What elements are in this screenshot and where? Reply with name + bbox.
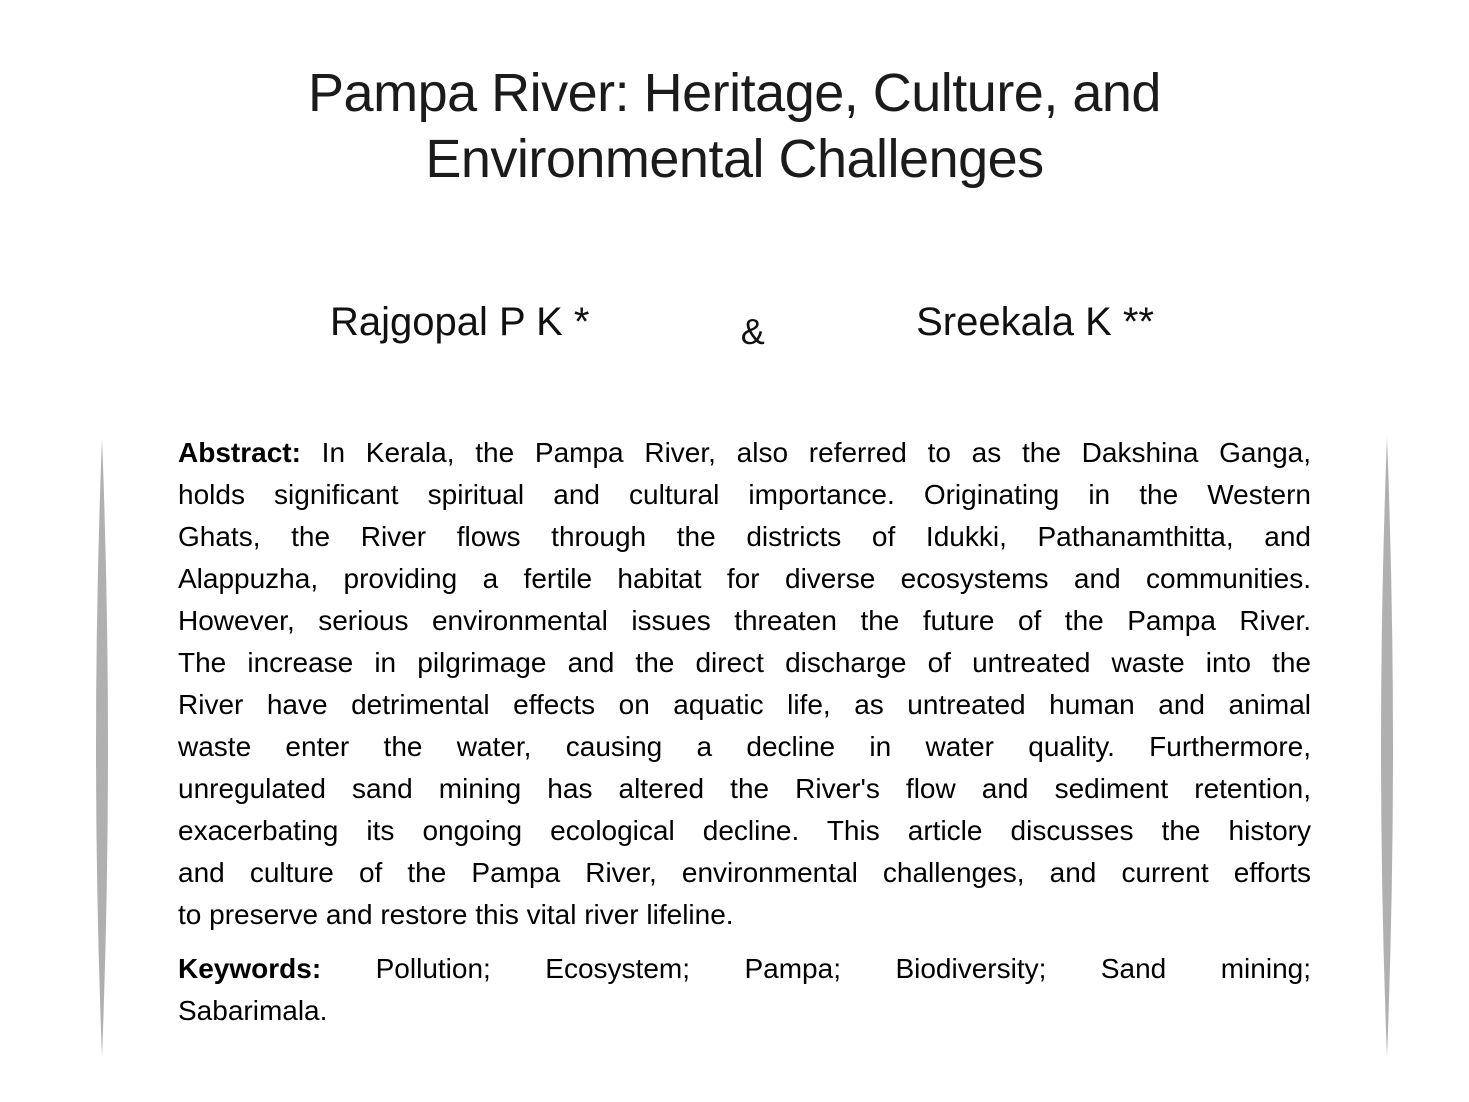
keywords-line: Keywords: Pollution; Ecosystem; Pampa; Biodiversity; Sand mining; — [178, 953, 1311, 984]
paper-title-line2: Environmental Challenges — [425, 129, 1044, 189]
abstract-line: The increase in pilgrimage and the direct discharge of untreated waste into the — [178, 647, 1311, 678]
abstract-line: holds significant spiritual and cultural importance. Originating in the Western — [178, 479, 1311, 510]
abstract-line: unregulated sand mining has altered the River's flow and sediment retention, — [178, 773, 1311, 804]
left-page-curl — [96, 438, 108, 1057]
paper-title-line1: Pampa River: Heritage, Culture, and — [308, 63, 1161, 123]
author-second: Sreekala K ** — [916, 300, 1154, 344]
abstract-line: waste enter the water, causing a decline in water quality. Furthermore, — [178, 731, 1311, 762]
abstract-label: Abstract: — [178, 437, 301, 468]
right-page-curl — [1381, 437, 1393, 1057]
author-first: Rajgopal P K * — [330, 300, 590, 344]
abstract-line: exacerbating its ongoing ecological decline. This article discusses the history — [178, 815, 1311, 846]
abstract-line: and culture of the Pampa River, environmental challenges, and current efforts — [178, 857, 1311, 888]
abstract-line: Ghats, the River flows through the districts of Idukki, Pathanamthitta, and — [178, 521, 1311, 552]
keywords-line: Sabarimala. — [178, 995, 328, 1026]
author-separator-ampersand: & — [740, 311, 765, 352]
author-row — [330, 300, 1154, 352]
paper-title — [0, 60, 1469, 192]
abstract-line: Abstract: In Kerala, the Pampa River, also referred to as the Dakshina Ganga, — [178, 437, 1311, 468]
keywords-label: Keywords: — [178, 953, 322, 984]
keywords-paragraph — [178, 948, 1311, 1032]
abstract-line: River have detrimental effects on aquatic life, as untreated human and animal — [178, 689, 1311, 720]
abstract-line: Alappuzha, providing a fertile habitat for diverse ecosystems and communities. — [178, 563, 1311, 594]
abstract-line: to preserve and restore this vital river lifeline. — [178, 899, 734, 930]
abstract-line: However, serious environmental issues threaten the future of the Pampa River. — [178, 605, 1311, 636]
abstract-paragraph — [178, 432, 1311, 936]
